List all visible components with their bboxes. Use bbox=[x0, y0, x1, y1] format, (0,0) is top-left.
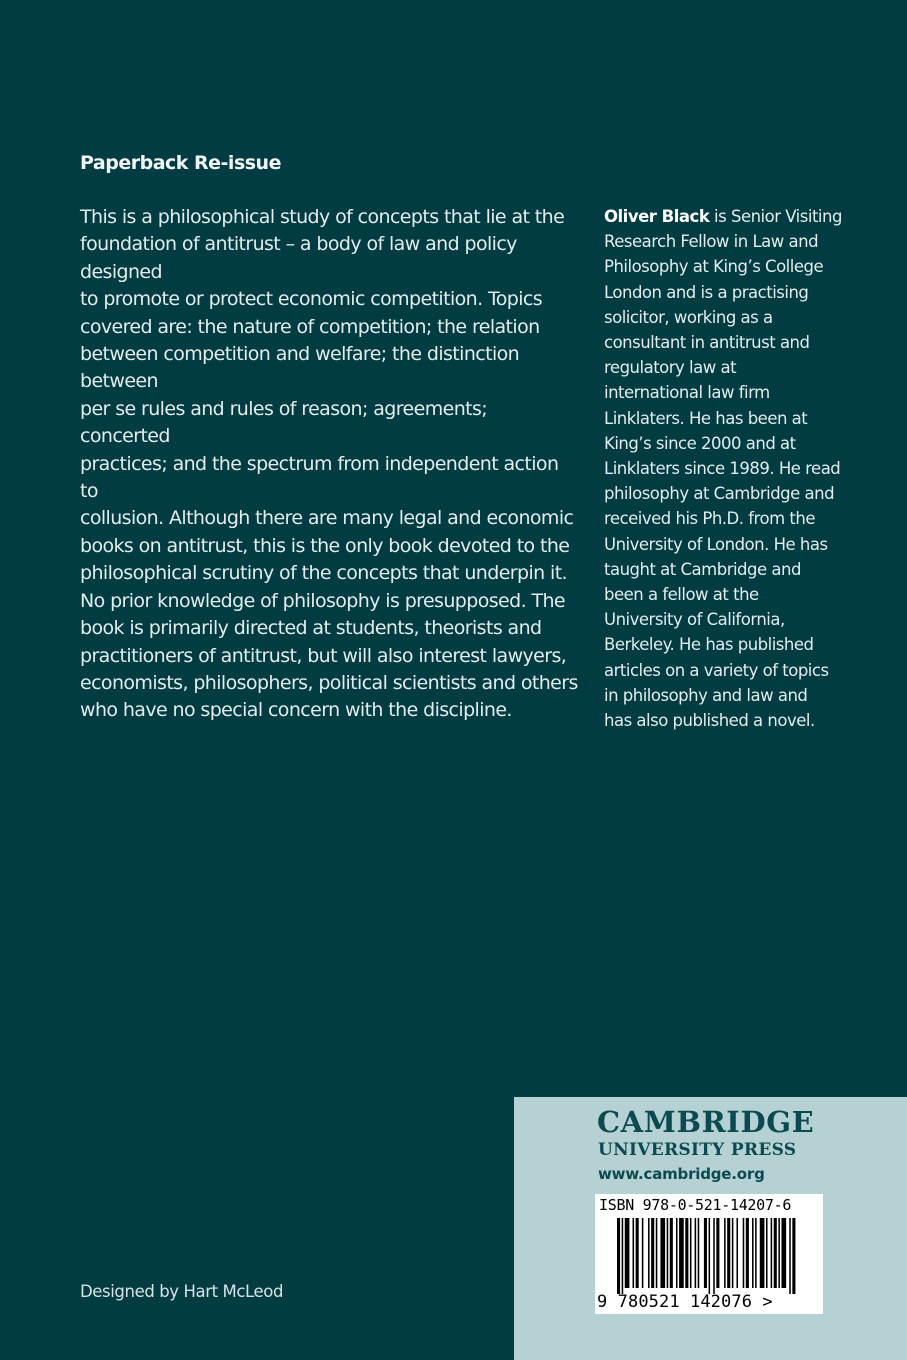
barcode-bar bbox=[648, 1218, 650, 1288]
designer-credit: Designed by Hart McLeod bbox=[80, 1282, 284, 1301]
barcode-bar bbox=[679, 1218, 684, 1288]
barcode-bar bbox=[789, 1218, 791, 1294]
barcode-bar bbox=[766, 1218, 768, 1288]
barcode-bar bbox=[713, 1218, 715, 1294]
isbn-label: ISBN 978-0-521-14207-6 bbox=[599, 1196, 792, 1214]
author-bio-text: is Senior Visiting Research Fellow in Law and Philosophy at King’s College London and is a practising solicitor, working as a consultant in antitrust and regulatory law at international law firm Linklaters. He has been at King’s since 2000 and at Linklaters since 1989. He read philosophy at Cambridge and received his Ph.D. from the University of London. He has taught at Cambridge and been a fellow at the University of California, Berkeley. He has published articles on a variety of topics in philosophy and law and has also published a novel. bbox=[604, 207, 842, 731]
barcode-bar bbox=[695, 1218, 697, 1288]
barcode-bar bbox=[760, 1218, 765, 1288]
barcode-bar bbox=[743, 1218, 745, 1288]
barcode-bar bbox=[676, 1218, 678, 1288]
barcode-bar bbox=[727, 1218, 730, 1288]
barcode-digits: 9 780521 142076 > bbox=[597, 1292, 773, 1312]
publisher-url: www.cambridge.org bbox=[598, 1165, 765, 1183]
barcode-bar bbox=[755, 1218, 757, 1288]
barcode-bar bbox=[792, 1218, 795, 1294]
publisher-subtitle: UNIVERSITY PRESS bbox=[598, 1140, 797, 1160]
barcode-bar bbox=[625, 1218, 630, 1288]
barcode-bar bbox=[716, 1218, 719, 1288]
barcode-bar bbox=[685, 1218, 688, 1288]
barcode-bar bbox=[704, 1218, 707, 1288]
barcode-bar bbox=[667, 1218, 669, 1288]
author-bio bbox=[604, 204, 844, 733]
barcode-bar bbox=[651, 1218, 654, 1288]
barcode-bar bbox=[746, 1218, 749, 1288]
barcode-bar bbox=[709, 1218, 711, 1294]
barcode-bar bbox=[781, 1218, 786, 1288]
barcode-bar bbox=[690, 1218, 692, 1288]
barcode-bar bbox=[633, 1218, 635, 1288]
barcode-bar bbox=[636, 1218, 639, 1288]
author-name: Oliver Black bbox=[604, 207, 710, 226]
barcode-bar bbox=[732, 1218, 734, 1288]
barcode-bar bbox=[724, 1218, 726, 1288]
barcode-bar bbox=[642, 1218, 644, 1288]
publisher-panel bbox=[514, 1097, 907, 1360]
barcode-bar bbox=[778, 1218, 780, 1288]
barcode-icon bbox=[617, 1218, 797, 1294]
barcode-bar bbox=[736, 1218, 738, 1288]
barcode-bar bbox=[774, 1218, 777, 1288]
barcode-bar bbox=[617, 1218, 620, 1294]
barcode-bar bbox=[771, 1218, 773, 1288]
barcode-bar bbox=[660, 1218, 665, 1288]
edition-label: Paperback Re-issue bbox=[80, 152, 281, 174]
barcode-bar bbox=[670, 1218, 673, 1288]
barcode-box bbox=[595, 1194, 823, 1314]
publisher-name: CAMBRIDGE bbox=[597, 1105, 815, 1139]
barcode-bar bbox=[622, 1218, 624, 1294]
book-blurb: This is a philosophical study of concepts that lie at the foundation of antitrust – a body of law and policy designed to promote or protect economic competition. Topics covered are: the nature of competition; the relation between competition and welfare; the distinction between per se rules and rules of reason; agreements; concerted practices; and the spectrum from independent action to collusion. Although there are many legal and economic books on antitrust, this is the only book devoted to the philosophical scrutiny of the concepts that underpin it. No prior knowledge of philosophy is presupposed. The book is primarily directed at students, theorists and practitioners of antitrust, but will also interest lawyers, economists, philosophers, political scientists and others who have no special concern with the discipline. bbox=[80, 206, 578, 722]
barcode-bar bbox=[698, 1218, 700, 1288]
barcode-bar bbox=[752, 1218, 754, 1288]
barcode-bar bbox=[656, 1218, 658, 1288]
